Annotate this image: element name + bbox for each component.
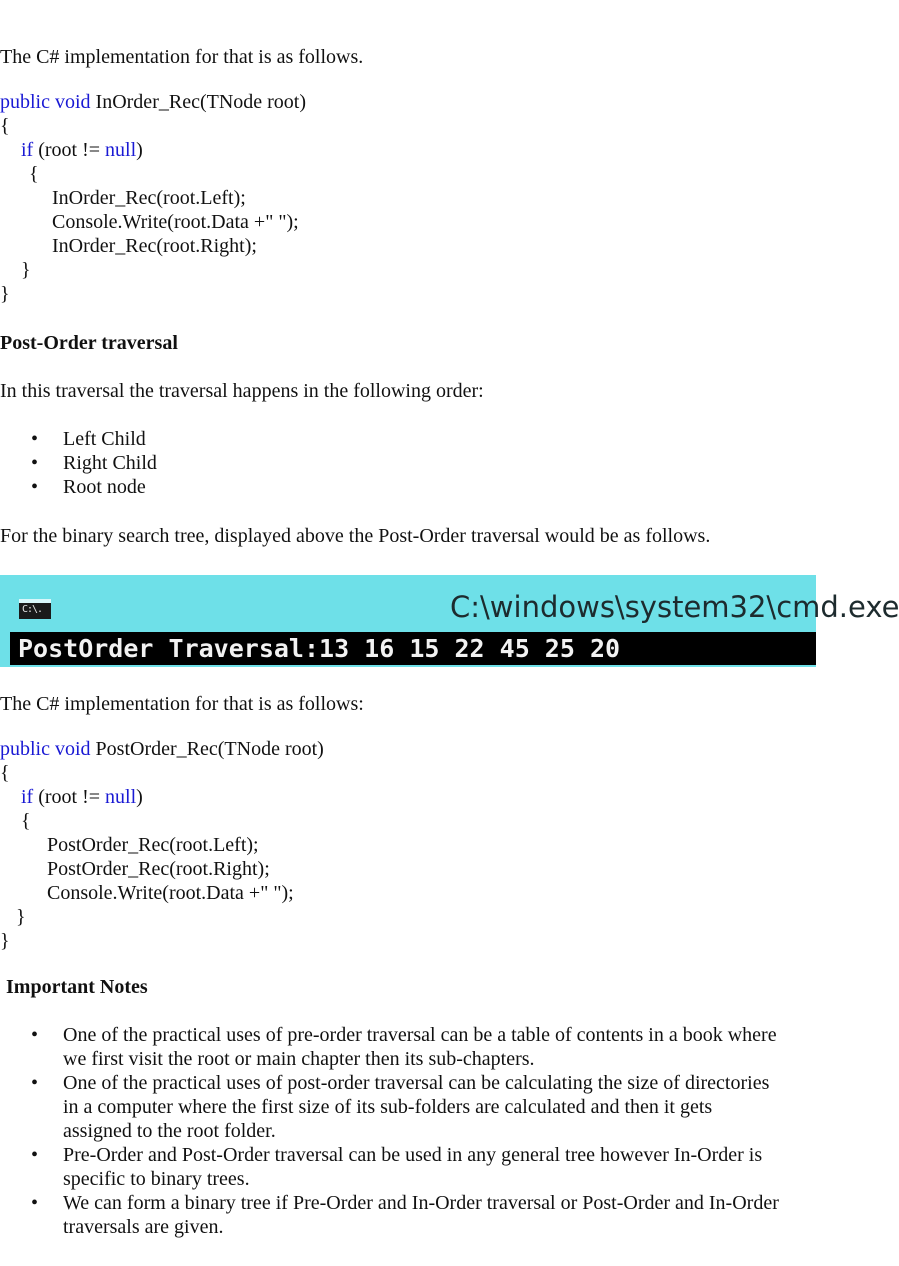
list-item: • Root node — [0, 475, 157, 499]
note-line: we first visit the root or main chapter then its sub-chapters. — [63, 1048, 535, 1070]
code-keyword: if — [21, 139, 34, 161]
code-text: ) — [136, 786, 143, 808]
code-line: { — [0, 762, 10, 784]
postorder-heading: Post-Order traversal — [0, 332, 178, 354]
note-line: • One of the practical uses of pre-order traversal can be a table of contents in a book where — [63, 1024, 777, 1046]
code-keyword: null — [105, 139, 137, 161]
code-keyword: public void — [0, 91, 91, 113]
console-icon — [19, 599, 51, 619]
code-line: } — [21, 259, 31, 281]
note-line: • We can form a binary tree if Pre-Order and In-Order traversal or Post-Order and In-Order — [63, 1192, 779, 1214]
note-line: • One of the practical uses of post-order traversal can be calculating the size of directories — [63, 1072, 770, 1094]
note-line: specific to binary trees. — [63, 1168, 250, 1190]
code-keyword: null — [105, 786, 137, 808]
code-text: (root != — [33, 139, 106, 161]
code-line: { — [0, 115, 10, 137]
code-line: } — [16, 906, 26, 928]
list-item — [0, 1143, 816, 1191]
notes-heading: Important Notes — [6, 976, 148, 998]
code-line: { — [21, 810, 31, 832]
code-line — [0, 90, 306, 114]
intro-paragraph-postorder: The C# implementation for that is as follows: — [0, 693, 364, 715]
list-item — [0, 1071, 816, 1143]
code-text: ) — [136, 139, 143, 161]
console-output-text: PostOrder Traversal:13 16 15 22 45 25 20 — [18, 634, 621, 663]
code-text: InOrder_Rec(TNode root) — [90, 91, 307, 113]
list-item: • Left Child — [0, 427, 157, 451]
notes-list — [0, 1023, 816, 1239]
code-line: PostOrder_Rec(root.Left); — [47, 834, 259, 856]
code-line — [21, 785, 143, 809]
console-output-area — [10, 632, 816, 665]
list-item — [0, 1023, 816, 1071]
note-line: in a computer where the first size of its sub-folders are calculated and then it gets — [63, 1096, 713, 1118]
note-line: assigned to the root folder. — [63, 1120, 276, 1142]
note-line: • Pre-Order and Post-Order traversal can be used in any general tree however In-Order is — [63, 1144, 763, 1166]
code-line: InOrder_Rec(root.Right); — [52, 235, 257, 257]
postorder-description: In this traversal the traversal happens in the following order: — [0, 380, 484, 402]
postorder-order-list — [0, 427, 157, 499]
code-line: Console.Write(root.Data +" "); — [47, 882, 294, 904]
code-line — [21, 138, 143, 162]
code-line: } — [0, 283, 10, 305]
postorder-example-paragraph: For the binary search tree, displayed above the Post-Order traversal would be as follows. — [0, 525, 711, 547]
code-line — [0, 737, 324, 761]
list-item: • Right Child — [0, 451, 157, 475]
code-line: Console.Write(root.Data +" "); — [52, 211, 299, 233]
code-text: PostOrder_Rec(TNode root) — [90, 738, 324, 760]
code-keyword: if — [21, 786, 34, 808]
code-line: PostOrder_Rec(root.Right); — [47, 858, 270, 880]
console-icon-text: C:\. — [22, 604, 43, 615]
console-title: C:\windows\system32\cmd.exe — [450, 590, 899, 624]
code-text: (root != — [33, 786, 106, 808]
code-line: } — [0, 930, 10, 952]
code-line: { — [29, 163, 39, 185]
note-line: traversals are given. — [63, 1216, 224, 1238]
intro-paragraph-inorder: The C# implementation for that is as follows. — [0, 46, 364, 68]
code-keyword: public void — [0, 738, 91, 760]
list-item — [0, 1191, 816, 1239]
code-line: InOrder_Rec(root.Left); — [52, 187, 246, 209]
